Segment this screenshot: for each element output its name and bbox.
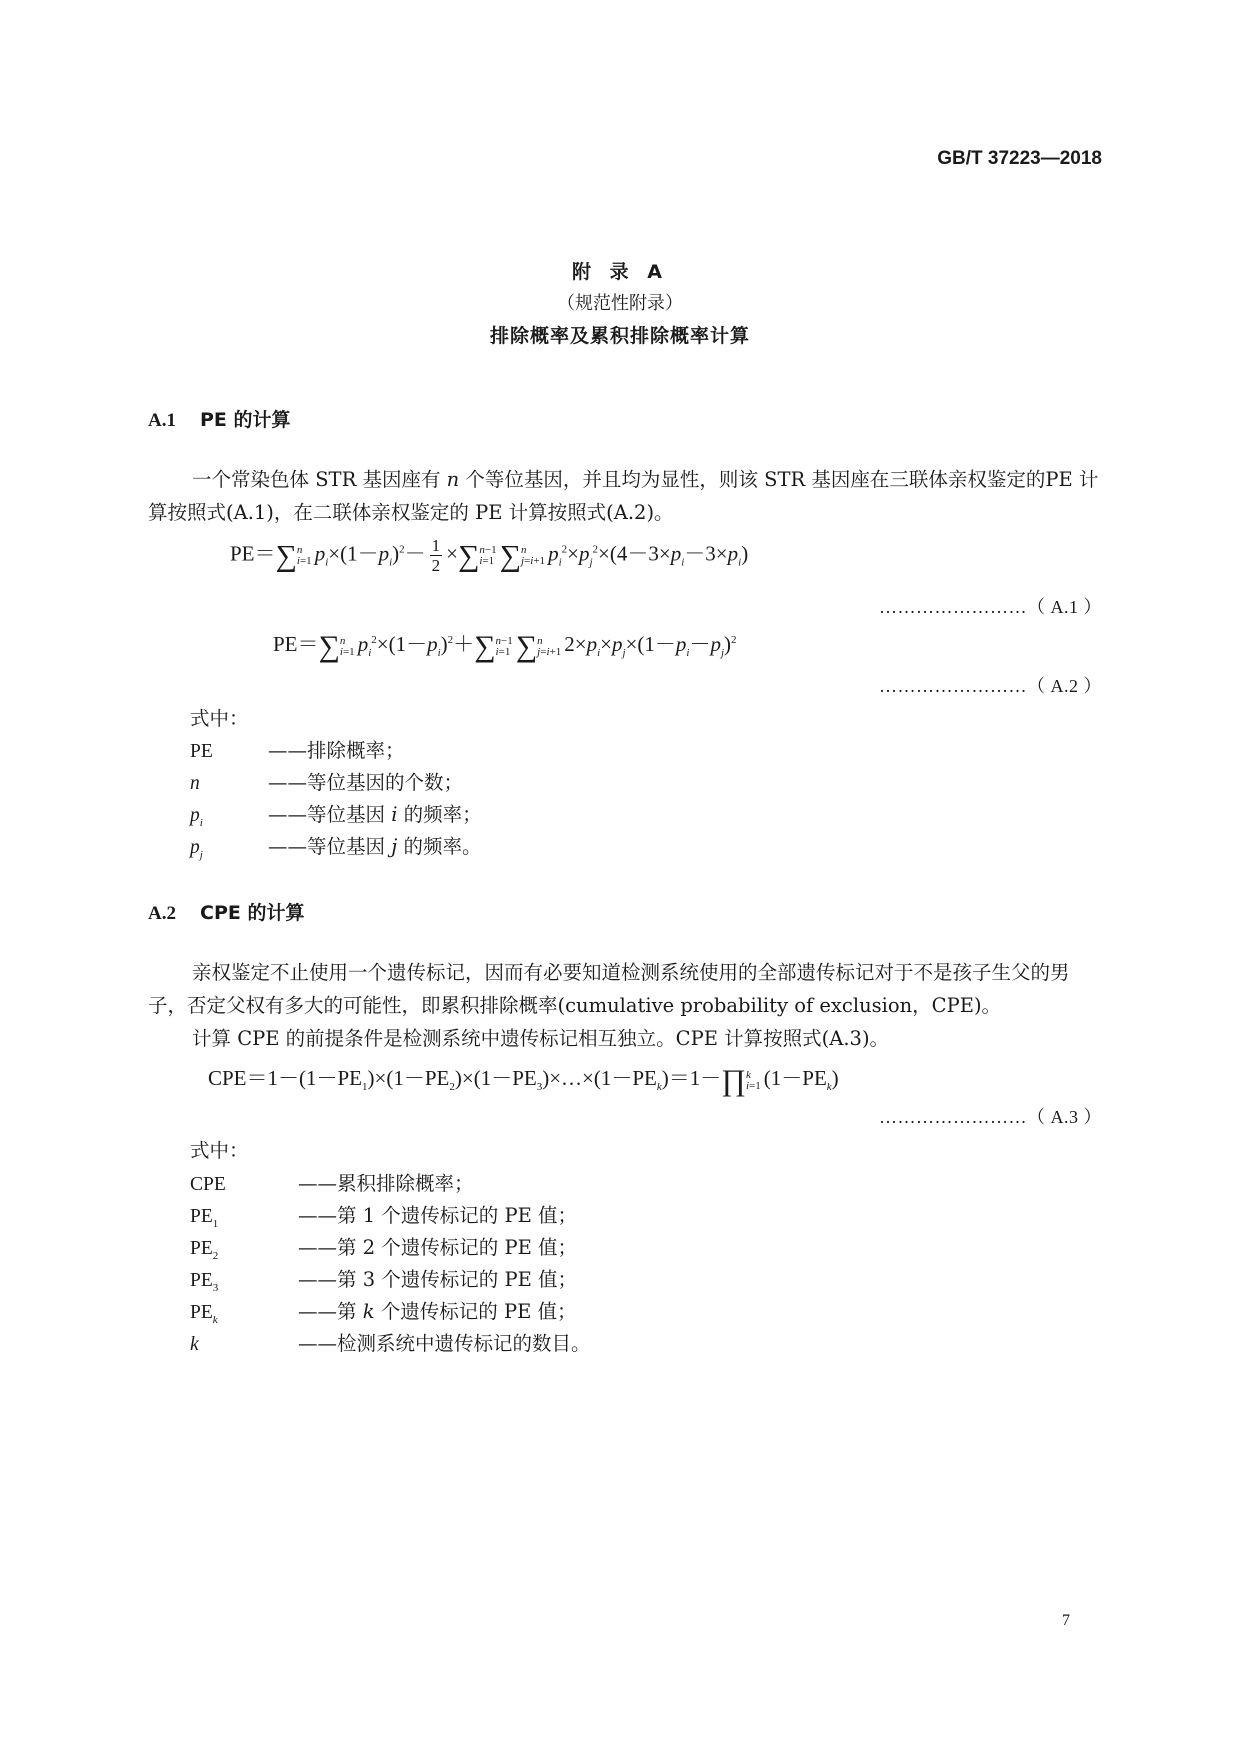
where-label-a1: 式中： [190, 707, 249, 730]
formula-a2: PE＝∑ n i=1 $p_i^2\times(1-p_i)^2+\sum$ n−1 i=1 ∑ n j=i+1 $2\times p_i\times p_j\times(1-p_i-p_j)^2$ [273, 630, 737, 663]
appendix-name: 排除概率及累积排除概率计算 [489, 325, 750, 347]
section-number: A.1 [148, 410, 176, 431]
para-text: 个等位基因，并且均为显性，则该 STR 基因座在三联体亲权鉴定的PE 计算按照式(A.1)，在二联体亲权鉴定的 PE 计算按照式(A.2)。 [148, 468, 1099, 524]
variable-description: ——等位基因的个数； [268, 771, 464, 794]
variable-description: ——累积排除概率； [298, 1172, 474, 1195]
variable-description: ——第 [298, 1300, 357, 1323]
variable-symbol: n [190, 773, 200, 794]
where-label-a2: 式中： [190, 1139, 249, 1162]
variable-symbol: $PE_3$ [190, 1270, 219, 1294]
equation-label-a3: ……………………（ A.3 ） [879, 1107, 1102, 1127]
variable-row [190, 1264, 577, 1294]
appendix-nature: （规范性附录） [557, 293, 683, 314]
variable-inline: k [362, 1300, 375, 1323]
variable-symbol: $PE_2$ [190, 1238, 219, 1262]
appendix-title: 附 录 A [572, 261, 668, 283]
section-title: PE 的计算 [200, 409, 291, 431]
variable-row [190, 831, 481, 861]
variable-description: 个遗传标记的 PE 值； [380, 1300, 577, 1323]
section-a2-heading [148, 898, 304, 925]
variable-inline: j [391, 835, 398, 858]
section-a2-paragraph-2: 计算 CPE 的前提条件是检测系统中遗传标记相互独立。CPE 计算按照式(A.3)。 [192, 1027, 890, 1050]
variable-symbol: k [190, 1334, 199, 1355]
variable-row [190, 1328, 591, 1356]
standard-number: GB/T 37223—2018 [937, 148, 1102, 169]
variable-row [190, 1232, 577, 1262]
variable-symbol: $PE_1$ [190, 1206, 219, 1230]
variable-symbol: CPE [190, 1174, 226, 1195]
variable-description: 的频率； [403, 803, 482, 826]
variable-symbol: $p_j$ [190, 837, 203, 861]
variable-inline: i [391, 803, 398, 826]
variable-row [190, 1200, 577, 1230]
section-number: A.2 [148, 903, 176, 924]
variable-description: ——检测系统中遗传标记的数目。 [298, 1332, 591, 1355]
variable-description: ——排除概率； [268, 739, 405, 762]
variable-description: ——等位基因 [268, 835, 386, 858]
equation-label-a1: ……………………（ A.1 ） [879, 597, 1102, 617]
formula-a1: PE＝∑ n i=1 $p_i\times(1-p_i)^2-$ $\frac{1}{2}$ ×∑ n−1 i=1 ∑ n j=i+1 $p_i^2\times p_j^2\times(4-3\times p_i-3\times p_i)$ [230, 536, 749, 575]
variable-row [190, 1168, 474, 1196]
variable-description: ——第 2 个遗传标记的 PE 值； [298, 1236, 578, 1259]
section-a1-heading [148, 405, 291, 432]
page-number: 7 [1062, 1612, 1070, 1629]
para-text: 一个常染色体 STR 基因座有 [192, 468, 441, 491]
equation-label-a2: ……………………（ A.2 ） [879, 676, 1102, 696]
para-var-n: n [446, 468, 460, 491]
section-title: CPE 的计算 [200, 902, 305, 924]
variable-description: ——第 1 个遗传标记的 PE 值； [298, 1204, 578, 1227]
variable-row [190, 1296, 577, 1326]
variable-description: ——第 3 个遗传标记的 PE 值； [298, 1268, 578, 1291]
variable-symbol: PE [190, 741, 213, 762]
variable-row [190, 767, 463, 795]
variable-row [190, 735, 405, 763]
variable-description: 的频率。 [403, 835, 482, 858]
formula-a3: $CPE=1-(1-PE_1)\times(1-PE_2)\times(1-PE_3)\times\dots\times(1-PE_k)=1-\prod$ k i=1 $(1-PE_k)$ [208, 1064, 839, 1097]
variable-symbol: $p_i$ [190, 805, 203, 829]
variable-symbol: $PE_k$ [190, 1302, 218, 1326]
variable-description: ——等位基因 [268, 803, 386, 826]
section-a2-paragraph-1: 亲权鉴定不止使用一个遗传标记，因而有必要知道检测系统使用的全部遗传标记对于不是孩子生父的男子，否定父权有多大的可能性，即累积排除概率(cumulative probability of exclusion，CPE)。 [148, 961, 1070, 1017]
variable-row [190, 799, 482, 829]
section-a1-paragraph [148, 463, 1106, 529]
